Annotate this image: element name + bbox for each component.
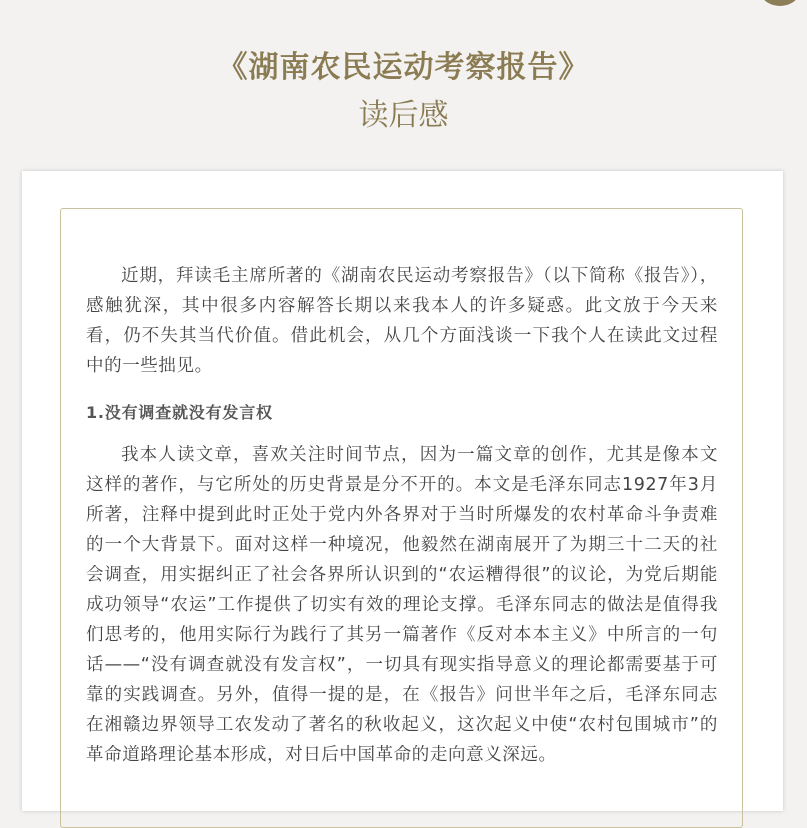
page-title: 《湖南农民运动考察报告》 (217, 50, 590, 85)
section-paragraph: 我本人读文章，喜欢关注时间节点，因为一篇文章的创作，尤其是像本文这样的著作，与它所处的历史背景是分不开的。本文是毛泽东同志1927年3月所著，注释中提到此时正处于党内外各界对于当时所爆发的农村革命斗争责难的一个大背景下。面对这样一种境况，他毅然在湖南展开了为期三十二天的社会调查，用实据纠正了社会各界所认识到的“农运糟得很”的议论，为党后期能成功领导“农运”工作提供了切实有效的理论支撑。毛泽东同志的做法是值得我们思考的，他用实际行为践行了其另一篇著作《反对本本主义》中所言的一句话——“没有调查就没有发言权”，一切具有现实指导意义的理论都需要基于可靠的实践调查。另外，值得一提的是，在《报告》问世半年之后，毛泽东同志在湘赣边界领导工农发动了著名的秋收起义，这次起义中使“农村包围城市”的革命道路理论基本形成，对日后中国革命的走向意义深远。 (86, 445, 718, 765)
article-content (86, 261, 718, 770)
article-frame (60, 208, 743, 828)
intro-paragraph: 近期，拜读毛主席所著的《湖南农民运动考察报告》（以下简称《报告》），感触犹深，其中很多内容解答长期以来我本人的许多疑惑。此文放于今天来看，仍不失其当代价值。借此机会，从几个方面浅谈一下我个人在读此文过程中的一些拙见。 (86, 266, 718, 376)
section-heading: 1.没有调查就没有发言权 (86, 403, 273, 422)
page-subtitle: 读后感 (358, 98, 449, 133)
page-header (0, 0, 807, 138)
article-card (22, 171, 783, 811)
